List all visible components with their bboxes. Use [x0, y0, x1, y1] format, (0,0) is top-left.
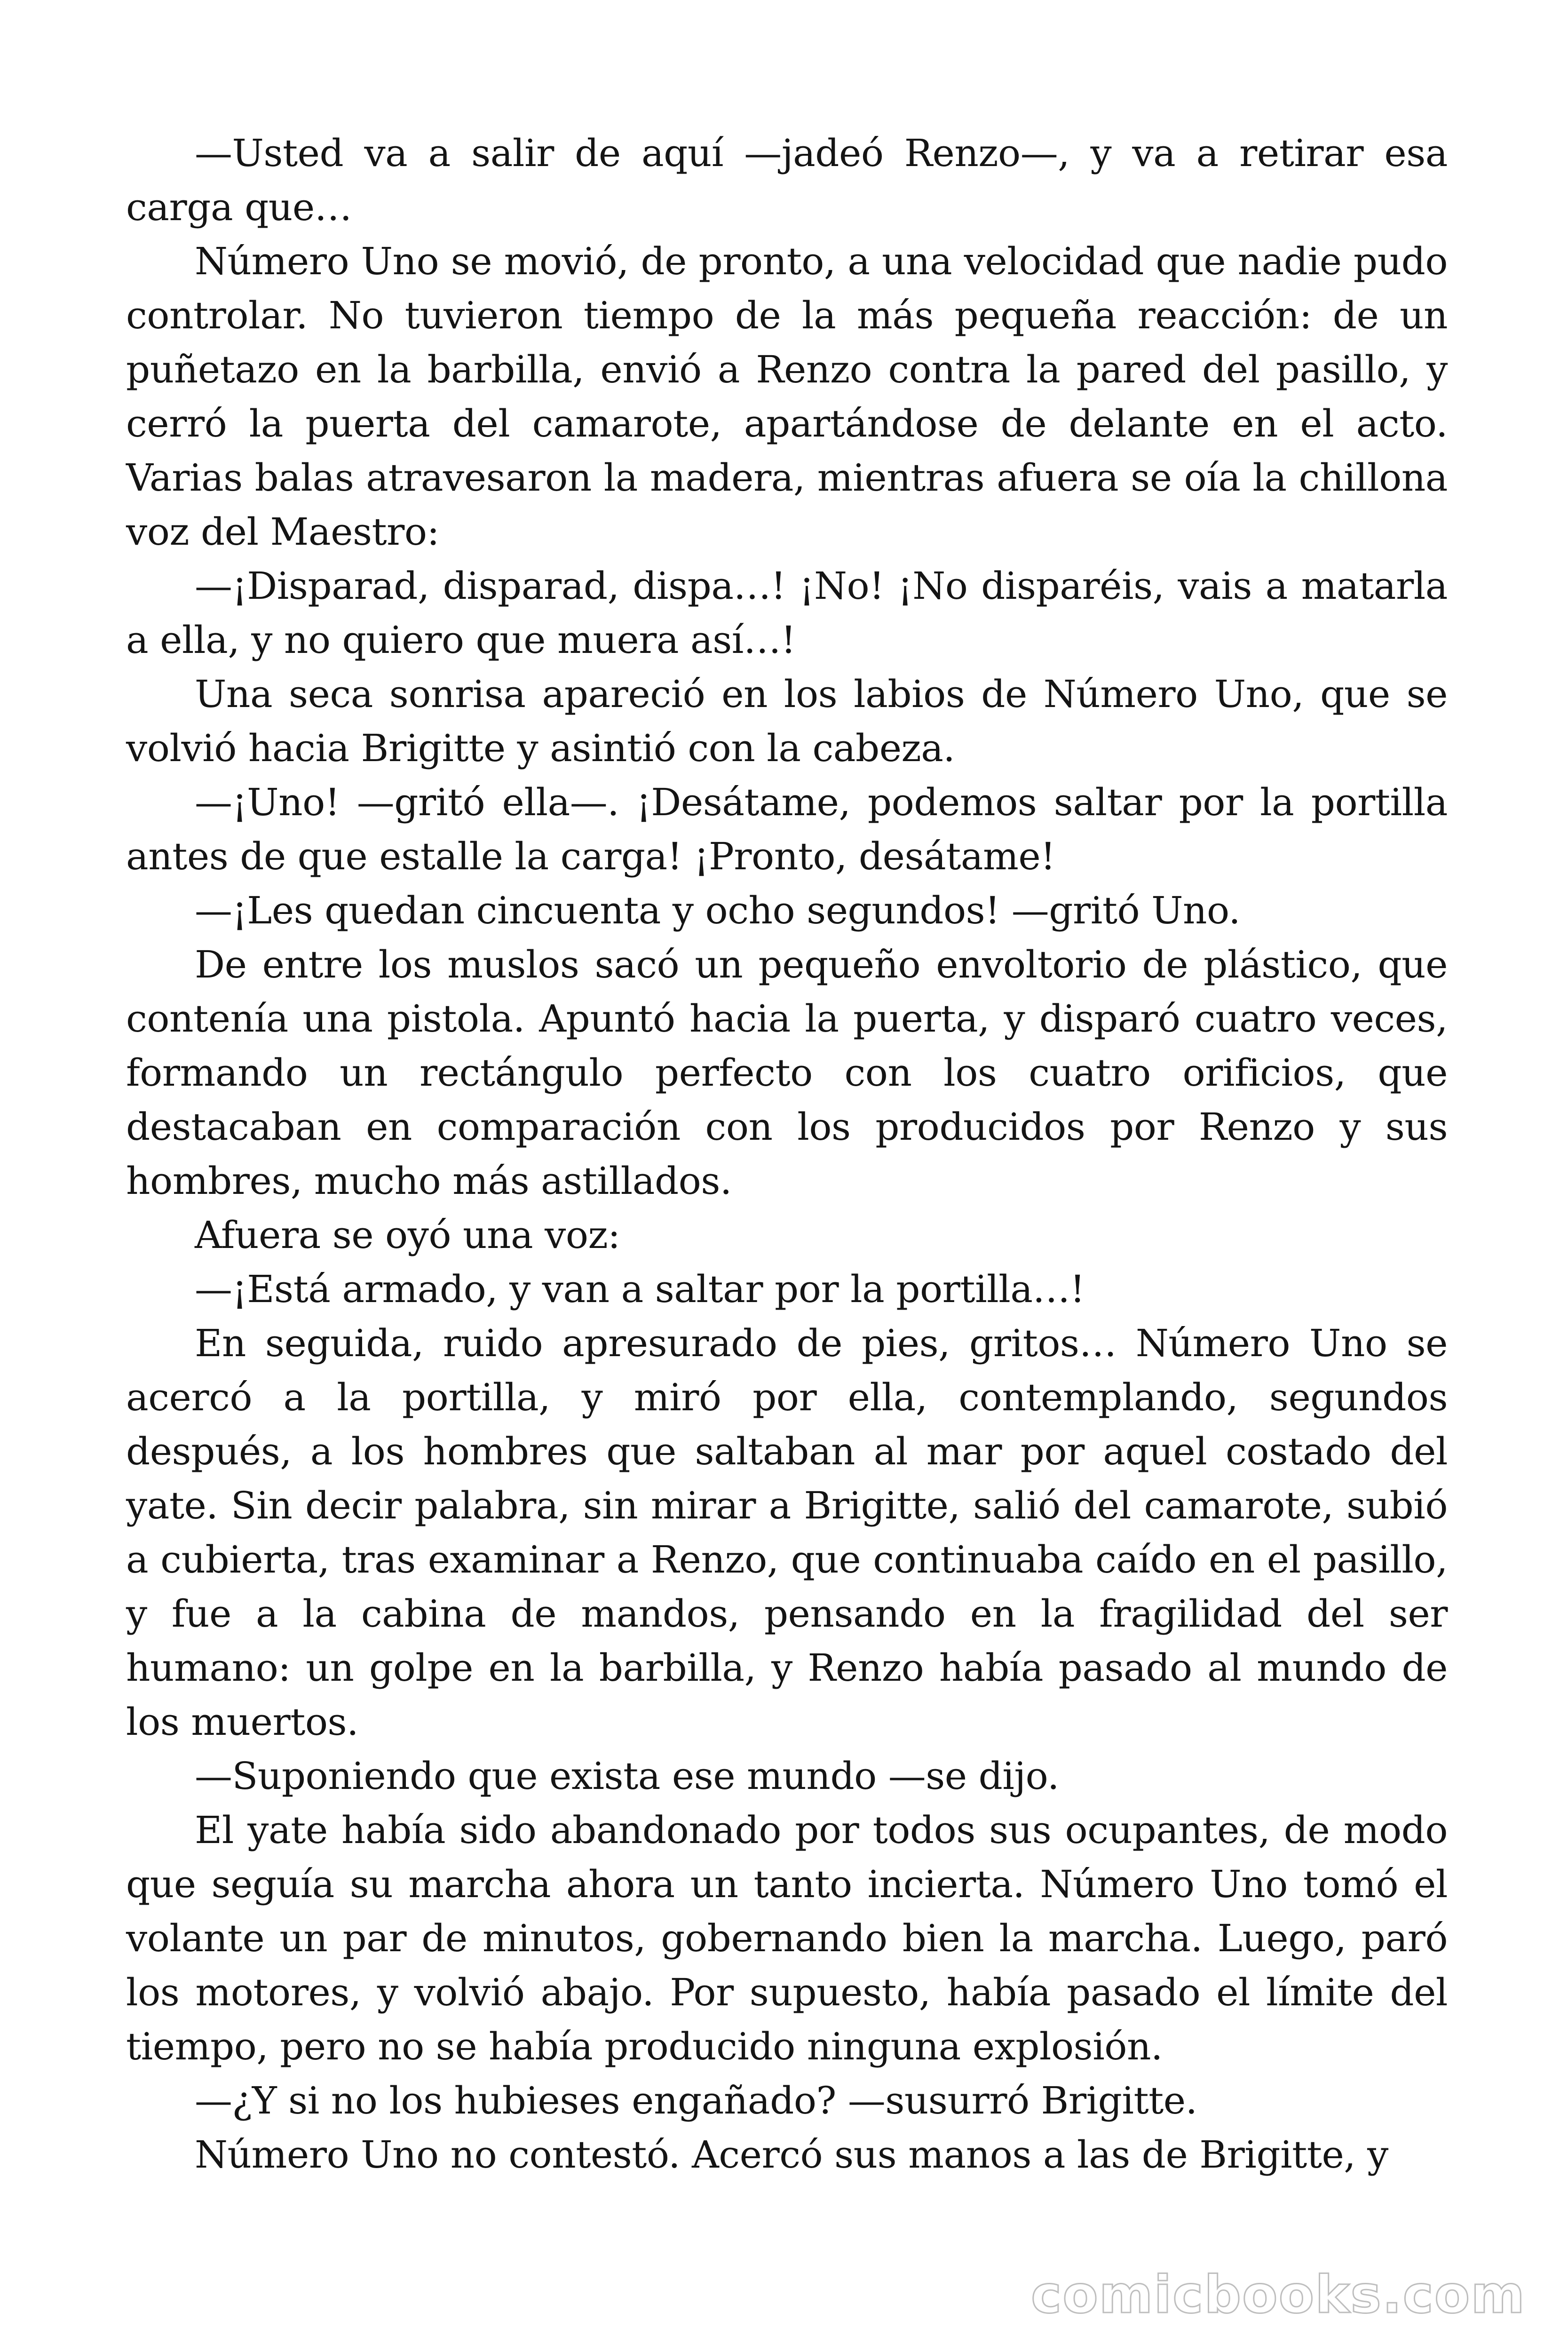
- paragraph: —¡Disparad, disparad, dispa…! ¡No! ¡No disparéis, vais a matarla a ella, y no quiero que muera así…!: [126, 564, 1448, 662]
- paragraph: Número Uno se movió, de pronto, a una velocidad que nadie pudo controlar. No tuvieron tiempo de la más pequeña reacción: de un puñetazo en la barbilla, envió a Renzo contra la pared del pasillo, y cerró la puerta del camarote, apartándose de delante en el acto. Varias balas atravesaron la madera, mientras afuera se oía la chillona voz del Maestro:: [126, 239, 1448, 554]
- paragraph: Una seca sonrisa apareció en los labios de Número Uno, que se volvió hacia Brigitte y asintió con la cabeza.: [126, 672, 1448, 770]
- paragraph: —Usted va a salir de aquí —jadeó Renzo—, y va a retirar esa carga que…: [126, 131, 1448, 229]
- paragraph: —¡Está armado, y van a saltar por la portilla…!: [195, 1267, 1085, 1311]
- body-text: [126, 126, 1448, 2182]
- paragraph: De entre los muslos sacó un pequeño envoltorio de plástico, que contenía una pistola. Apuntó hacia la puerta, y disparó cuatro veces, formando un rectángulo perfecto con los cuatro orificios, que destacaban en comparación con los producidos por Renzo y sus hombres, mucho más astillados.: [126, 943, 1448, 1203]
- paragraph: Afuera se oyó una voz:: [195, 1213, 620, 1257]
- paragraph: —¡Les quedan cincuenta y ocho segundos! —gritó Uno.: [195, 889, 1241, 932]
- paragraph: En seguida, ruido apresurado de pies, gritos… Número Uno se acercó a la portilla, y miró por ella, contemplando, segundos después, a los hombres que saltaban al mar por aquel costado del yate. Sin decir palabra, sin mirar a Brigitte, salió del camarote, subió a cubierta, tras examinar a Renzo, que continuaba caído en el pasillo, y fue a la cabina de mandos, pensando en la fragilidad del ser humano: un golpe en la barbilla, y Renzo había pasado al mundo de los muertos.: [126, 1321, 1448, 1744]
- paragraph: —¡Uno! —gritó ella—. ¡Desátame, podemos saltar por la portilla antes de que estalle la carga! ¡Pronto, desátame!: [126, 780, 1448, 878]
- paragraph: —¿Y si no los hubieses engañado? —susurró Brigitte.: [195, 2079, 1197, 2122]
- paragraph: El yate había sido abandonado por todos sus ocupantes, de modo que seguía su marcha ahora un tanto incierta. Número Uno tomó el volante un par de minutos, gobernando bien la marcha. Luego, paró los motores, y volvió abajo. Por supuesto, había pasado el límite del tiempo, pero no se había producido ninguna explosión.: [126, 1808, 1448, 2068]
- paragraph: —Suponiendo que exista ese mundo —se dijo.: [195, 1754, 1059, 1798]
- paragraph: Número Uno no contestó. Acercó sus manos a las de Brigitte, y: [195, 2133, 1388, 2177]
- watermark: comicbooks.com: [1031, 2265, 1526, 2325]
